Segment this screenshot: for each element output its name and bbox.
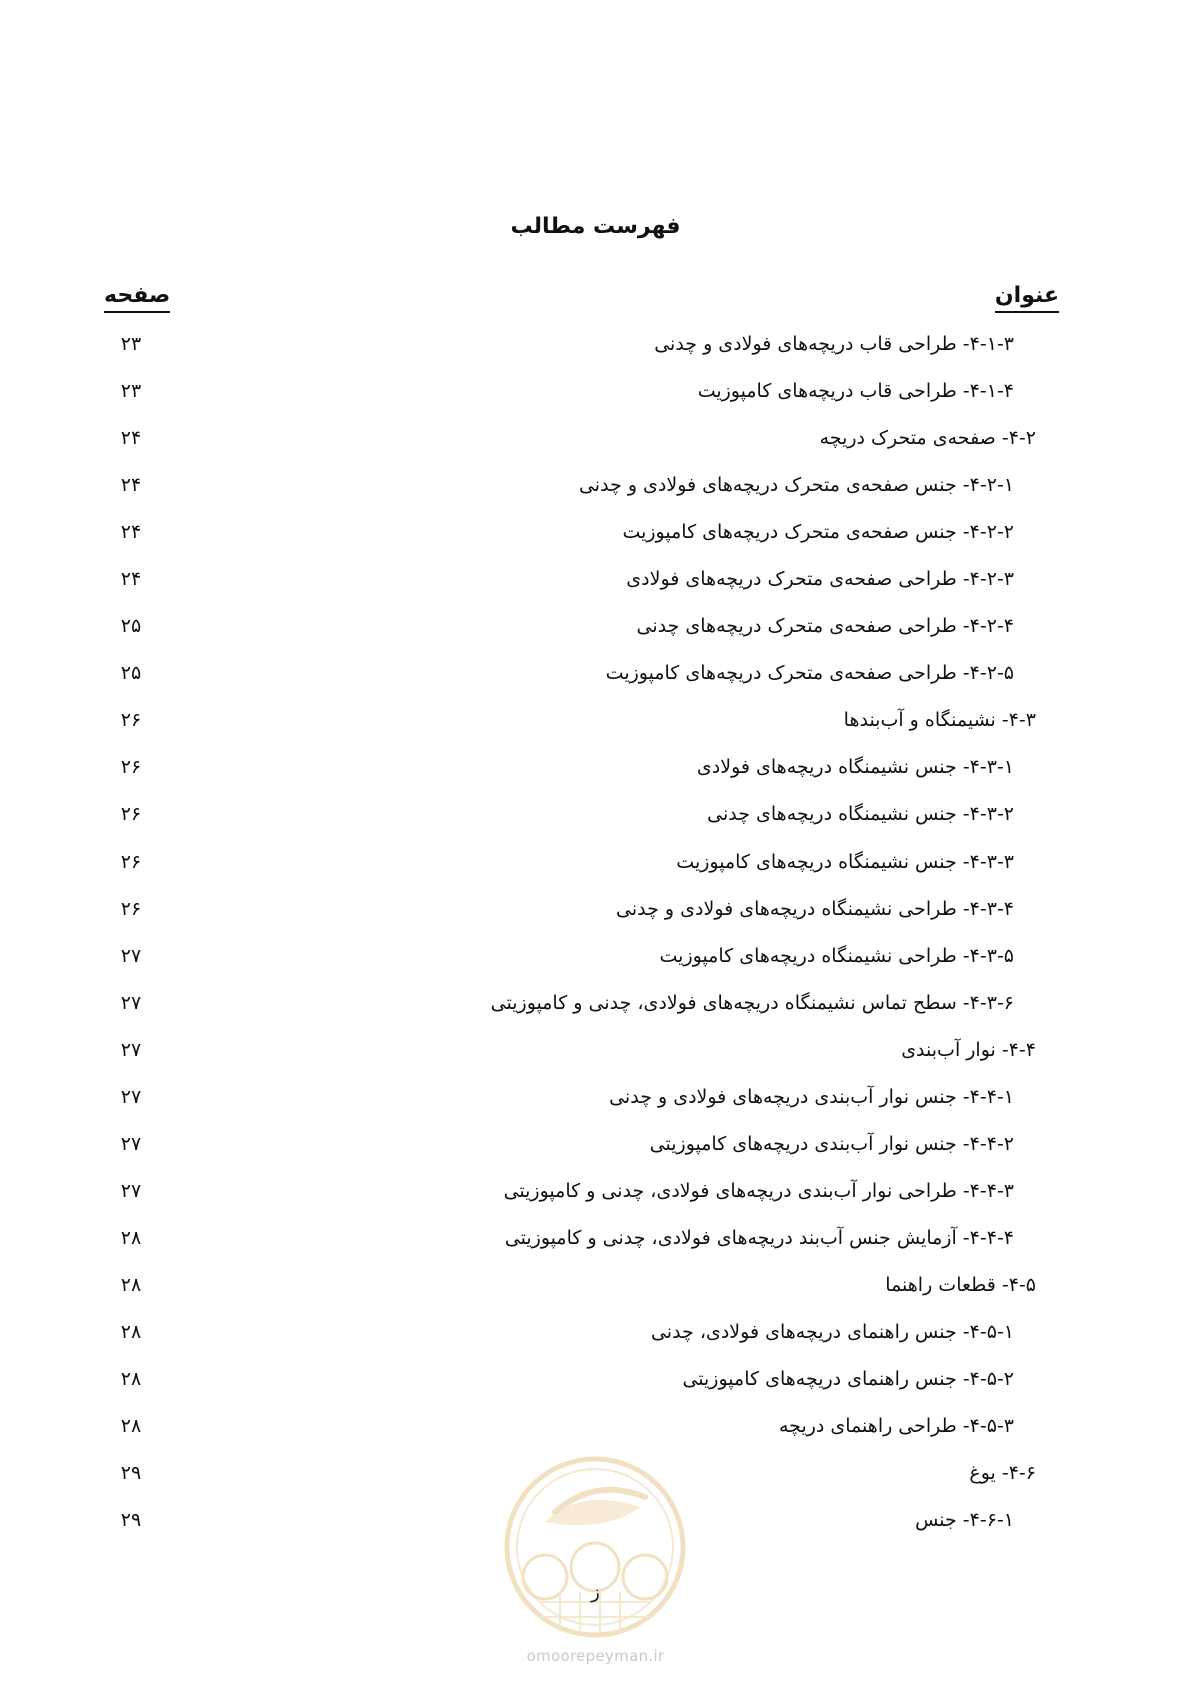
toc-entry bbox=[0, 706, 1191, 753]
toc-entry-page: ۲۶ bbox=[120, 709, 142, 732]
toc-entry bbox=[0, 942, 1191, 989]
watermark-url: omoorepeyman.ir bbox=[526, 1647, 665, 1665]
toc-entry-title: ۴-۴- نوار آب‌بندی bbox=[901, 1038, 1036, 1061]
toc-entry-page: ۲۴ bbox=[120, 427, 142, 450]
toc-entry bbox=[0, 377, 1191, 424]
toc-entry-page: ۲۳ bbox=[120, 333, 142, 355]
toc-entry-page: ۲۹ bbox=[120, 1462, 142, 1485]
column-header-page: صفحه bbox=[104, 283, 170, 313]
toc-entry-page: ۲۹ bbox=[120, 1509, 142, 1532]
column-header-title: عنوان bbox=[995, 283, 1059, 313]
toc-entry-page: ۲۵ bbox=[120, 615, 142, 638]
toc-entry-title: ۴-۵-۳- طراحی راهنمای دریچه bbox=[779, 1415, 1014, 1438]
toc-entry-title: ۴-۴-۲- جنس نوار آب‌بندی دریچه‌های کامپوزیتی bbox=[649, 1132, 1014, 1155]
toc-entry bbox=[0, 1224, 1191, 1271]
toc-entry bbox=[0, 471, 1191, 518]
toc-entry-title: ۴-۱-۴- طراحی قاب دریچه‌های کامپوزیت bbox=[697, 380, 1014, 403]
toc-entry bbox=[0, 800, 1191, 847]
toc-entry-title: ۴-۳-۳- جنس نشیمنگاه دریچه‌های کامپوزیت bbox=[676, 850, 1014, 873]
toc-entry-title: ۴-۱-۳- طراحی قاب دریچه‌های فولادی و چدنی bbox=[654, 333, 1014, 355]
toc-entry-page: ۲۸ bbox=[120, 1320, 142, 1343]
toc-entry-title: ۴-۲-۳- طراحی صفحه‌ی متحرک دریچه‌های فولادی bbox=[626, 568, 1014, 591]
toc-entry-page: ۲۷ bbox=[120, 1085, 142, 1108]
toc-entry-title: ۴-۶-۱- جنس bbox=[915, 1509, 1014, 1532]
toc-entry bbox=[0, 895, 1191, 942]
toc-entry-title: ۴-۳-۵- طراحی نشیمنگاه دریچه‌های کامپوزیت bbox=[659, 944, 1014, 967]
toc-entry-page: ۲۴ bbox=[120, 568, 142, 591]
toc-entry-page: ۲۵ bbox=[120, 662, 142, 685]
toc-entry-page: ۲۸ bbox=[120, 1226, 142, 1249]
toc-entry bbox=[0, 1318, 1191, 1365]
toc-entry bbox=[0, 753, 1191, 800]
toc-entry-title: ۴-۳- نشیمنگاه و آب‌بندها bbox=[843, 709, 1036, 732]
toc-entry-page: ۲۷ bbox=[120, 991, 142, 1014]
toc-entry bbox=[0, 565, 1191, 612]
page-number: ز bbox=[591, 1582, 600, 1603]
toc-entry-page: ۲۷ bbox=[120, 1132, 142, 1155]
toc-entry-title: ۴-۴-۱- جنس نوار آب‌بندی دریچه‌های فولادی و چدنی bbox=[609, 1085, 1014, 1108]
toc-entry bbox=[0, 1130, 1191, 1177]
toc-entry-page: ۲۷ bbox=[120, 944, 142, 967]
toc-entry bbox=[0, 1036, 1191, 1083]
toc-entry-page: ۲۶ bbox=[120, 850, 142, 873]
toc-entry bbox=[0, 518, 1191, 565]
toc-entry-page: ۲۴ bbox=[120, 521, 142, 544]
toc-entry-title: ۴-۴-۳- طراحی نوار آب‌بندی دریچه‌های فولادی، چدنی و کامپوزیتی bbox=[503, 1179, 1014, 1202]
page-title: فهرست مطالب bbox=[510, 214, 681, 239]
toc-entry-title: ۴-۶- یوغ bbox=[969, 1462, 1036, 1485]
toc-entry bbox=[0, 612, 1191, 659]
toc-entry-title: ۴-۲-۲- جنس صفحه‌ی متحرک دریچه‌های کامپوزیت bbox=[622, 521, 1014, 544]
toc-entry-page: ۲۸ bbox=[120, 1273, 142, 1296]
toc-entry-page: ۲۷ bbox=[120, 1179, 142, 1202]
toc-entry-title: ۴-۲-۵- طراحی صفحه‌ی متحرک دریچه‌های کامپوزیت bbox=[605, 662, 1014, 685]
toc-entry-title: ۴-۵- قطعات راهنما bbox=[885, 1273, 1036, 1296]
toc-entry bbox=[0, 1083, 1191, 1130]
toc-entry bbox=[0, 989, 1191, 1036]
toc-entry-title: ۴-۳-۲- جنس نشیمنگاه دریچه‌های چدنی bbox=[707, 803, 1014, 826]
toc-entry-title: ۴-۴-۴- آزمایش جنس آب‌بند دریچه‌های فولادی، چدنی و کامپوزیتی bbox=[504, 1226, 1014, 1249]
toc-entry-title: ۴-۲- صفحه‌ی متحرک دریچه bbox=[819, 427, 1036, 450]
toc-entry-page: ۲۶ bbox=[120, 803, 142, 826]
toc-entry-page: ۲۶ bbox=[120, 897, 142, 920]
toc-entry bbox=[0, 330, 1191, 377]
toc-entry-page: ۲۴ bbox=[120, 474, 142, 497]
seal-logo-icon bbox=[500, 1452, 690, 1642]
toc-entry-title: ۴-۳-۶- سطح تماس نشیمنگاه دریچه‌های فولادی، چدنی و کامپوزیتی bbox=[490, 991, 1014, 1014]
toc-entry-title: ۴-۳-۴- طراحی نشیمنگاه دریچه‌های فولادی و چدنی bbox=[616, 897, 1014, 920]
toc-entry bbox=[0, 848, 1191, 895]
toc-entry-title: ۴-۵-۱- جنس راهنمای دریچه‌های فولادی، چدنی bbox=[650, 1320, 1014, 1343]
table-of-contents bbox=[0, 330, 1191, 1553]
toc-entry-title: ۴-۵-۲- جنس راهنمای دریچه‌های کامپوزیتی bbox=[682, 1368, 1014, 1391]
toc-entry bbox=[0, 424, 1191, 471]
toc-entry-page: ۲۷ bbox=[120, 1038, 142, 1061]
toc-entry-page: ۲۳ bbox=[120, 380, 142, 403]
toc-entry-title: ۴-۲-۱- جنس صفحه‌ی متحرک دریچه‌های فولادی و چدنی bbox=[578, 474, 1014, 497]
toc-entry bbox=[0, 1271, 1191, 1318]
toc-entry bbox=[0, 659, 1191, 706]
toc-entry-page: ۲۸ bbox=[120, 1368, 142, 1391]
toc-entry-title: ۴-۳-۱- جنس نشیمنگاه دریچه‌های فولادی bbox=[696, 756, 1014, 779]
toc-entry bbox=[0, 1177, 1191, 1224]
toc-entry-title: ۴-۲-۴- طراحی صفحه‌ی متحرک دریچه‌های چدنی bbox=[636, 615, 1014, 638]
toc-entry bbox=[0, 1365, 1191, 1412]
toc-entry-page: ۲۸ bbox=[120, 1415, 142, 1438]
toc-entry-page: ۲۶ bbox=[120, 756, 142, 779]
